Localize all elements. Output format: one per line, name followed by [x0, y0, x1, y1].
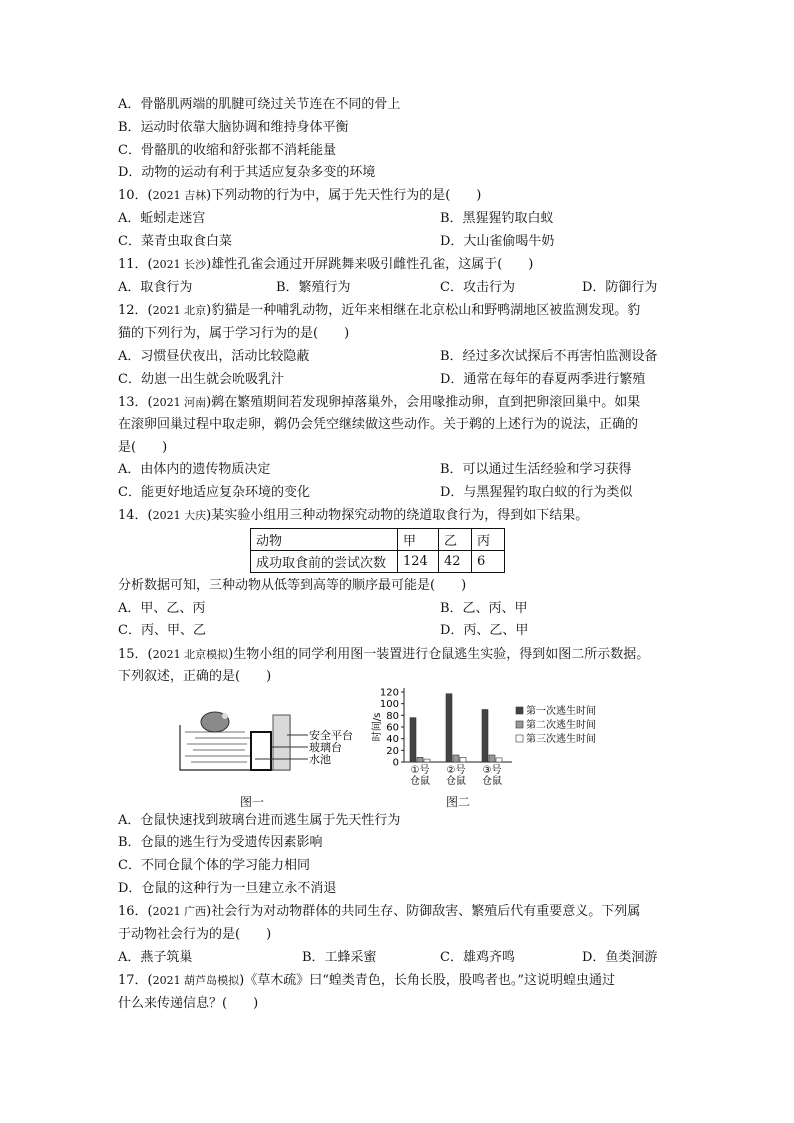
table-row — [251, 551, 505, 573]
table-cell: 42 — [439, 551, 472, 573]
y-tick-label: 0 — [392, 757, 399, 769]
bar — [410, 718, 416, 762]
question-17-cont: 什么来传递信息？( ) — [118, 996, 259, 1011]
y-tick-label: 100 — [379, 699, 399, 711]
q14-option-b: B．乙、丙、甲 — [440, 601, 528, 616]
q10-option-b: B．黑猩猩钓取白蚁 — [440, 211, 554, 226]
question-14: 14．(2021 大庆)某实验小组用三种动物探究动物的绕道取食行为，得到如下结果。 — [118, 508, 589, 523]
x-tick-label: 仓鼠 — [410, 776, 430, 787]
q13-option-c: C．能更好地适应复杂环境的变化 — [118, 485, 310, 500]
q16-option-b: B．工蜂采蜜 — [302, 950, 377, 965]
q12-option-c: C．幼崽一出生就会吮吸乳汁 — [118, 372, 284, 387]
q10-option-c: C．菜青虫取食白菜 — [118, 234, 232, 249]
table-cell: 124 — [398, 551, 439, 573]
question-13: 13．(2021 河南)鹈在繁殖期间若发现卵掉落巢外，会用喙推动卵，直到把卵滚回巢中。如果 — [118, 395, 641, 410]
question-11: 11．(2021 长沙)雄性孔雀会通过开屏跳舞来吸引雌性孔雀，这属于( ) — [118, 257, 534, 272]
q16-option-d: D．鱼类洄游 — [582, 950, 658, 965]
q10-option-d: D．大山雀偷喝牛奶 — [440, 234, 555, 249]
q15-option-d: D．仓鼠的这种行为一旦建立永不消退 — [118, 881, 337, 896]
q11-option-d: D．防御行为 — [582, 280, 658, 295]
q14-option-a: A．甲、乙、丙 — [118, 601, 206, 616]
bar — [496, 758, 502, 762]
q15-option-c: C．不同仓鼠个体的学习能力相同 — [118, 858, 310, 873]
legend-swatch — [516, 735, 523, 742]
question-15-cont: 下列叙述，正确的是( ) — [118, 669, 272, 684]
x-tick-label: 仓鼠 — [482, 776, 502, 787]
attempts-table — [250, 528, 505, 573]
q12-option-b: B．经过多次试探后不再害怕监测设备 — [440, 349, 658, 364]
bar — [460, 757, 466, 762]
x-tick-label: ③号 — [482, 765, 502, 776]
question-12-cont: 猫的下列行为，属于学习行为的是( ) — [118, 326, 350, 341]
question-12: 12．(2021 北京)豹猫是一种哺乳动物，近年来相继在北京松山和野鸭湖地区被监测发现。豹 — [118, 303, 641, 318]
bar — [424, 759, 430, 762]
option-c: C．骨骼肌的收缩和舒张都不消耗能量 — [118, 143, 336, 158]
q11-option-b: B．繁殖行为 — [276, 280, 351, 295]
legend-swatch — [516, 707, 523, 714]
question-13-cont: 在滚卵回巢过程中取走卵，鹈仍会凭空继续做这些动作。关于鹈的上述行为的说法，正确的 — [118, 417, 639, 432]
bar — [489, 755, 495, 762]
q14-option-d: D．丙、乙、甲 — [440, 623, 529, 638]
q13-option-a: A．由体内的遗传物质决定 — [118, 462, 271, 477]
table-cell: 动物 — [251, 529, 398, 551]
figure-2-chart — [368, 684, 618, 794]
legend-label: 第一次逃生时间 — [526, 706, 596, 717]
y-tick-label: 20 — [386, 745, 399, 757]
bar — [417, 757, 423, 762]
question-16-cont: 于动物社会行为的是( ) — [118, 927, 272, 942]
q11-option-a: A．取食行为 — [118, 280, 193, 295]
legend-swatch — [516, 721, 523, 728]
table-cell: 成功取食前的尝试次数 — [251, 551, 398, 573]
y-tick-label: 40 — [386, 734, 399, 746]
y-tick-label: 80 — [386, 710, 399, 722]
question-17: 17．(2021 葫芦岛模拟)《草木疏》曰“蝗类青色，长角长股，股鸣者也。”这说明蝗虫通过 — [118, 973, 615, 988]
y-tick-label: 60 — [386, 722, 399, 734]
bar — [446, 694, 452, 762]
table-cell: 丙 — [472, 529, 505, 551]
q15-option-b: B．仓鼠的逃生行为受遗传因素影响 — [118, 835, 323, 850]
figure-1-apparatus — [175, 700, 365, 810]
bar — [482, 710, 488, 763]
x-tick-label: 仓鼠 — [446, 776, 466, 787]
label-pool: 水池 — [309, 753, 331, 766]
figure-1-caption: 图一 — [240, 795, 265, 809]
q12-option-a: A．习惯昼伏夜出，活动比较隐蔽 — [118, 349, 310, 364]
question-14-cont: 分析数据可知，三种动物从低等到高等的顺序最可能是( ) — [118, 578, 467, 593]
q15-option-a: A．仓鼠快速找到玻璃台进而逃生属于先天性行为 — [118, 813, 401, 828]
x-tick-label: ①号 — [410, 765, 430, 776]
table-cell: 甲 — [398, 529, 439, 551]
q13-option-d: D．与黑猩猩钓取白蚁的行为类似 — [440, 485, 633, 500]
label-glass-platform: 玻璃台 — [309, 741, 342, 754]
y-axis-label: 时间/s — [372, 712, 383, 742]
table-cell: 6 — [472, 551, 505, 573]
question-15: 15．(2021 北京模拟)生物小组的同学利用图一装置进行仓鼠逃生实验，得到如图二所示数据。 — [118, 647, 650, 662]
table-cell: 乙 — [439, 529, 472, 551]
figure-2-caption: 图二 — [446, 795, 471, 809]
y-tick-label: 120 — [379, 687, 399, 699]
q11-option-c: C．攻击行为 — [440, 280, 515, 295]
bar — [453, 755, 459, 762]
q13-option-b: B．可以通过生活经验和学习获得 — [440, 462, 632, 477]
legend-label: 第三次逃生时间 — [526, 734, 596, 745]
option-a: A．骨骼肌两端的肌腱可绕过关节连在不同的骨上 — [118, 97, 401, 112]
q14-option-c: C．丙、甲、乙 — [118, 623, 206, 638]
q16-option-c: C．雄鸡齐鸣 — [440, 950, 515, 965]
q16-option-a: A．燕子筑巢 — [118, 950, 193, 965]
label-safe-platform: 安全平台 — [309, 729, 353, 742]
q10-option-a: A．蚯蚓走迷宫 — [118, 211, 206, 226]
q12-option-d: D．通常在每年的春夏两季进行繁殖 — [440, 372, 646, 387]
option-b: B．运动时依靠大脑协调和维持身体平衡 — [118, 120, 349, 135]
option-d: D．动物的运动有利于其适应复杂多变的环境 — [118, 165, 376, 180]
question-13-cont2: 是( ) — [118, 440, 168, 455]
x-tick-label: ②号 — [446, 765, 466, 776]
question-16: 16．(2021 广西)社会行为对动物群体的共同生存、防御敌害、繁殖后代有重要意义。下列属 — [118, 904, 641, 919]
question-10: 10．(2021 吉林)下列动物的行为中，属于先天性行为的是( ) — [118, 188, 482, 203]
table-row — [251, 529, 505, 551]
legend-label: 第二次逃生时间 — [526, 720, 596, 731]
